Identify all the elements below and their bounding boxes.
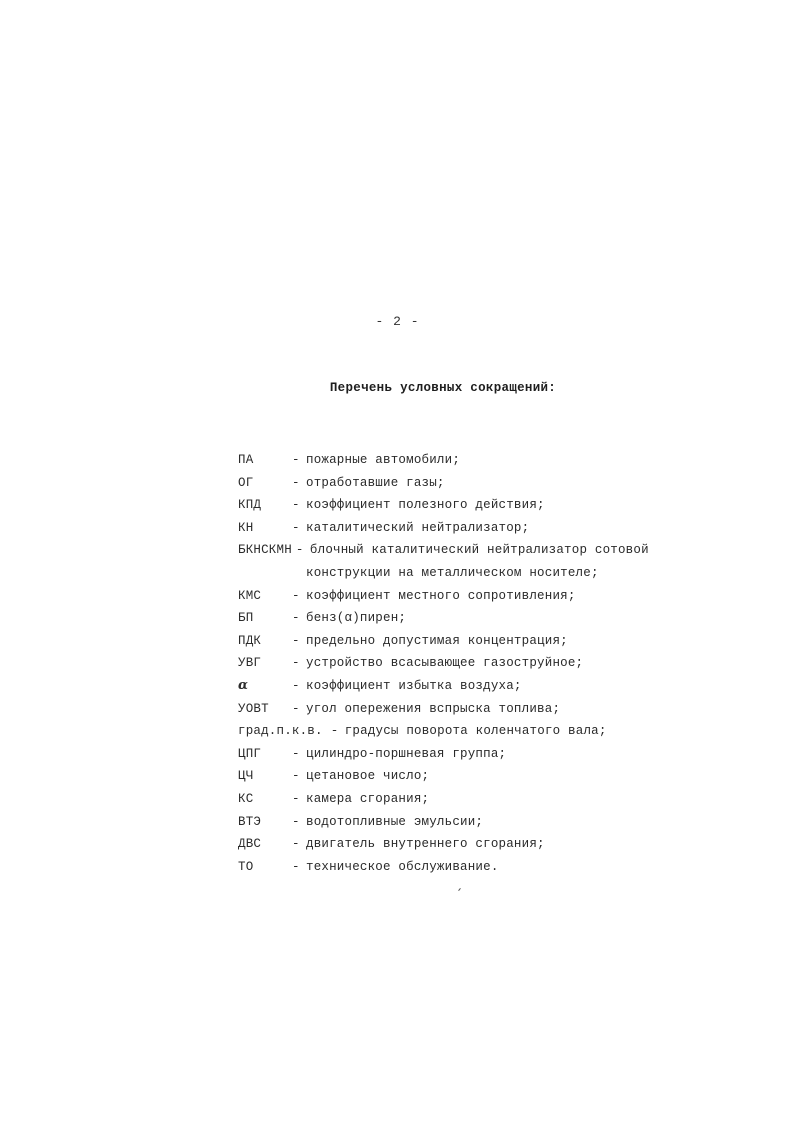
list-item [238, 765, 658, 788]
abbreviation-term: ТО [238, 859, 254, 874]
abbreviation-definition: камера сгорания; [306, 791, 430, 806]
abbreviation-definition: пожарные автомобили; [306, 453, 461, 467]
abbreviation-definition: блочный каталитический нейтрализатор сотовой [309, 543, 649, 558]
abbreviation-list [238, 449, 658, 878]
abbreviation-definition: двигатель внутреннего сгорания; [306, 837, 545, 852]
dash: - [292, 791, 300, 806]
page-title: Перечень условных сокращений: [329, 381, 557, 395]
abbreviation-term: БП [238, 611, 254, 626]
list-item [238, 720, 658, 743]
list-item [238, 494, 658, 517]
dash: - [292, 498, 300, 513]
abbreviation-definition: бенз(α)пирен; [306, 611, 407, 626]
dash: - [292, 453, 300, 467]
abbreviation-definition: предельно допустимая концентрация; [306, 633, 568, 648]
list-item [238, 539, 658, 562]
dash: - [292, 859, 300, 874]
scan-speck [458, 888, 461, 891]
abbreviation-definition: цетановое число; [306, 769, 430, 784]
abbreviation-term: град.п.к.в. [238, 724, 323, 739]
abbreviation-term: КН [238, 520, 254, 535]
dash: - [292, 837, 300, 852]
list-item [238, 833, 658, 856]
abbreviation-definition: коэффициент полезного действия; [306, 498, 545, 513]
abbreviation-term: УОВТ [238, 701, 269, 716]
abbreviation-term: ПА [238, 453, 254, 467]
dash: - [292, 475, 300, 490]
abbreviation-term: БКНСКМН [238, 543, 292, 558]
list-item [238, 585, 658, 608]
abbreviation-definition: градусы поворота коленчатого вала; [344, 724, 607, 739]
list-item [238, 743, 658, 766]
abbreviation-definition: коэффициент избытка воздуха; [306, 678, 522, 693]
abbreviation-definition: техническое обслуживание. [306, 859, 499, 874]
dash: - [292, 588, 300, 603]
page-number: - 2 - [375, 314, 420, 329]
dash: - [292, 814, 300, 829]
list-item [238, 811, 658, 834]
dash: - [295, 543, 304, 558]
list-item [238, 856, 658, 879]
abbreviation-term: УВГ [238, 656, 262, 671]
dash: - [330, 724, 339, 739]
abbreviation-term: ЦПГ [238, 746, 262, 761]
list-item [238, 472, 658, 495]
dash: - [292, 746, 300, 761]
list-item [238, 517, 658, 540]
abbreviation-term: ПДК [238, 633, 262, 648]
list-item-continuation [238, 562, 658, 585]
list-item [238, 675, 658, 698]
list-item [238, 652, 658, 675]
abbreviation-definition: коэффициент местного сопротивления; [306, 588, 576, 603]
abbreviation-term: ЦЧ [238, 769, 254, 784]
dash: - [292, 701, 300, 716]
alpha-symbol: α [238, 677, 249, 693]
abbreviation-definition: угол опережения вспрыска топлива; [306, 701, 561, 716]
abbreviation-term: КПД [238, 498, 262, 513]
dash: - [292, 520, 300, 535]
abbreviation-definition: устройство всасывающее газоструйное; [306, 656, 584, 671]
abbreviation-definition: водотопливные эмульсии; [306, 814, 484, 829]
list-item [238, 698, 658, 721]
list-item [238, 788, 658, 811]
abbreviation-definition: отработавшие газы; [306, 475, 445, 490]
dash: - [292, 678, 300, 693]
abbreviation-definition: цилиндро-поршневая группа; [306, 746, 507, 761]
abbreviation-definition: каталитический нейтрализатор; [306, 520, 530, 535]
list-item [238, 449, 658, 472]
abbreviation-term: ДВС [238, 837, 262, 852]
list-item [238, 630, 658, 653]
dash: - [292, 769, 300, 784]
abbreviation-term: ОГ [238, 475, 254, 490]
list-item [238, 607, 658, 630]
dash: - [292, 611, 300, 626]
dash: - [292, 656, 300, 671]
abbreviation-term: ВТЭ [238, 814, 262, 829]
abbreviation-definition-continuation: конструкции на металлическом носителе; [306, 565, 599, 580]
abbreviation-term: КС [238, 791, 254, 806]
abbreviation-term: КМС [238, 588, 262, 603]
dash: - [292, 633, 300, 648]
